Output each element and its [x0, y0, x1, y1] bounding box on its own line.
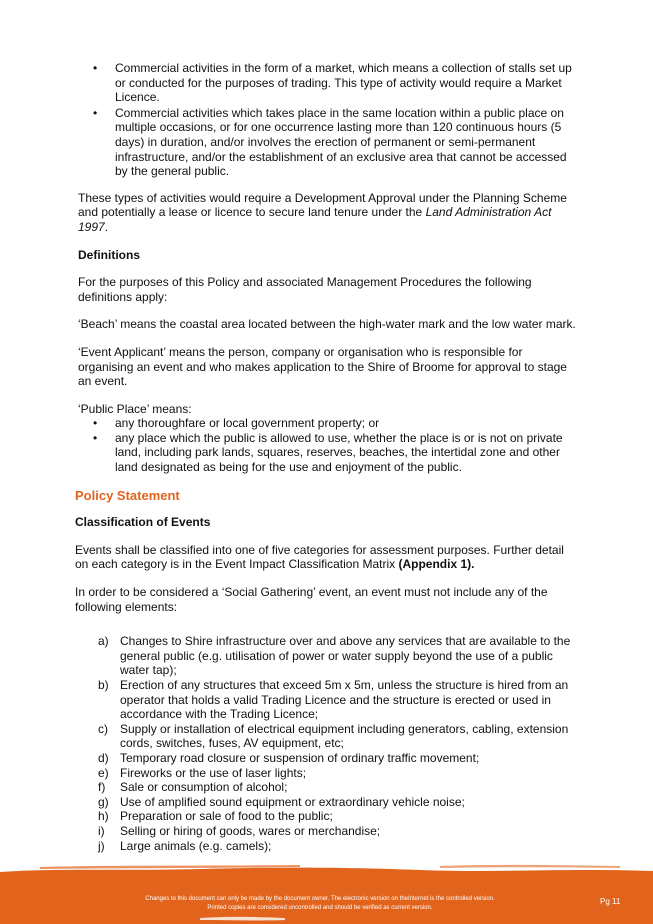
- list-item: [78, 678, 578, 722]
- appendix-reference: (Appendix 1).: [398, 557, 475, 572]
- list-marker: i): [98, 823, 105, 838]
- classification-heading: Classification of Events: [75, 515, 211, 530]
- development-approval-paragraph: These types of activities would require a Development Approval under the Planning Scheme and potentially a lease or licence to secure land tenure under the Land Administration Act 1997.: [78, 190, 567, 234]
- list-item: [78, 795, 578, 810]
- list-item: [78, 824, 578, 839]
- list-item-text: Preparation or sale of food to the public;: [120, 809, 333, 824]
- policy-statement-heading: Policy Statement: [75, 487, 180, 503]
- bullet-text: Commercial activities in the form of a market, which means a collection of stalls set up or conducted for the purposes of trading. This type of activity would require a Market Licence.: [115, 61, 572, 105]
- list-item-text: Use of amplified sound equipment or extraordinary vehicle noise;: [120, 794, 465, 809]
- document-body: [75, 61, 578, 853]
- brush-stroke-bottom-decoration: [0, 914, 653, 924]
- list-marker: d): [98, 750, 109, 765]
- list-marker: h): [98, 809, 109, 824]
- event-applicant-definition: ‘Event Applicant’ means the person, company or organisation who is responsible for organising an event and who makes application to the Shire of Broome for approval to stage an event.: [78, 344, 567, 389]
- commercial-activities-list: [78, 61, 578, 179]
- list-marker: g): [98, 794, 109, 809]
- page-number: Pg 11: [600, 897, 621, 906]
- bullet-icon: •: [93, 416, 98, 431]
- act-name: Land Administration Act 1997: [78, 205, 552, 234]
- excluded-elements-list: [78, 634, 578, 853]
- list-item: [78, 722, 578, 751]
- list-item-text: Erection of any structures that exceed 5m x 5m, unless the structure is hired from an operator that holds a valid Trading Licence and the structure is erected or used in accordance with the Trading Licence;: [120, 678, 569, 722]
- list-item-text: Changes to Shire infrastructure over and above any services that are available to the general public (e.g. utilisation of power or water supply beyond the use of a public water tap);: [120, 634, 571, 678]
- classification-paragraph: Events shall be classified into one of five categories for assessment purposes. Further detail on each category is in the Event Impact Classification Matrix (Appendix 1).: [75, 542, 564, 572]
- footer-disclaimer: Changes to this document can only be made by the document owner. The electronic version on theInternet is the controlled version. Printed copies are considered uncontrolled and should be verified as current version.: [145, 896, 495, 911]
- list-item-text: Supply or installation of electrical equipment including generators, cabling, extension cords, switches, fuses, AV equipment, etc;: [120, 721, 569, 751]
- list-item-text: Sale or consumption of alcohol;: [120, 780, 288, 795]
- list-item: [78, 780, 578, 795]
- list-item: [78, 809, 578, 824]
- list-item-text: Large animals (e.g. camels);: [120, 838, 272, 853]
- list-marker: c): [98, 721, 108, 736]
- list-item: [78, 431, 578, 475]
- list-marker: e): [98, 765, 109, 780]
- beach-definition: ‘Beach’ means the coastal area located between the high-water mark and the low water mark.: [78, 317, 576, 332]
- definitions-heading: Definitions: [78, 247, 140, 262]
- bullet-text: any thoroughfare or local government property; or: [115, 416, 380, 431]
- list-item: [78, 766, 578, 781]
- list-item: [78, 416, 578, 431]
- list-item: [78, 106, 578, 179]
- list-marker: f): [98, 780, 106, 795]
- bullet-text: Commercial activities which takes place in the same location within a public place on multiple occasions, or for one occurrence lasting more than 120 continuous hours (5 days) in duration, and/or involves the erection of permanent or semi-permanent infrastructure, and/or the establishment of an exclusive area that cannot be accessed by the general public.: [115, 105, 567, 179]
- bullet-icon: •: [93, 430, 98, 445]
- list-item-text: Selling or hiring of goods, wares or merchandise;: [120, 823, 381, 838]
- public-place-list: [78, 416, 578, 474]
- list-marker: a): [98, 634, 109, 649]
- public-place-label: ‘Public Place’ means:: [78, 401, 192, 416]
- list-item: [78, 634, 578, 678]
- bullet-icon: •: [93, 61, 98, 75]
- list-marker: b): [98, 678, 109, 692]
- bullet-text: any place which the public is allowed to use, whether the place is or is not on private land, including park lands, squares, reserves, beaches, the intertidal zone and other land designated as being for the use and enjoyment of the public.: [115, 430, 563, 475]
- list-item: [78, 61, 578, 105]
- social-gathering-intro: In order to be considered a ‘Social Gathering’ event, an event must not include any of the following elements:: [75, 585, 548, 614]
- list-item-text: Fireworks or the use of laser lights;: [120, 765, 307, 780]
- list-item: [78, 751, 578, 766]
- bullet-icon: •: [93, 105, 98, 120]
- definitions-intro: For the purposes of this Policy and associated Management Procedures the following definitions apply:: [78, 275, 532, 304]
- list-marker: j): [98, 838, 105, 853]
- list-item: [78, 839, 578, 854]
- list-item-text: Temporary road closure or suspension of ordinary traffic movement;: [120, 750, 480, 765]
